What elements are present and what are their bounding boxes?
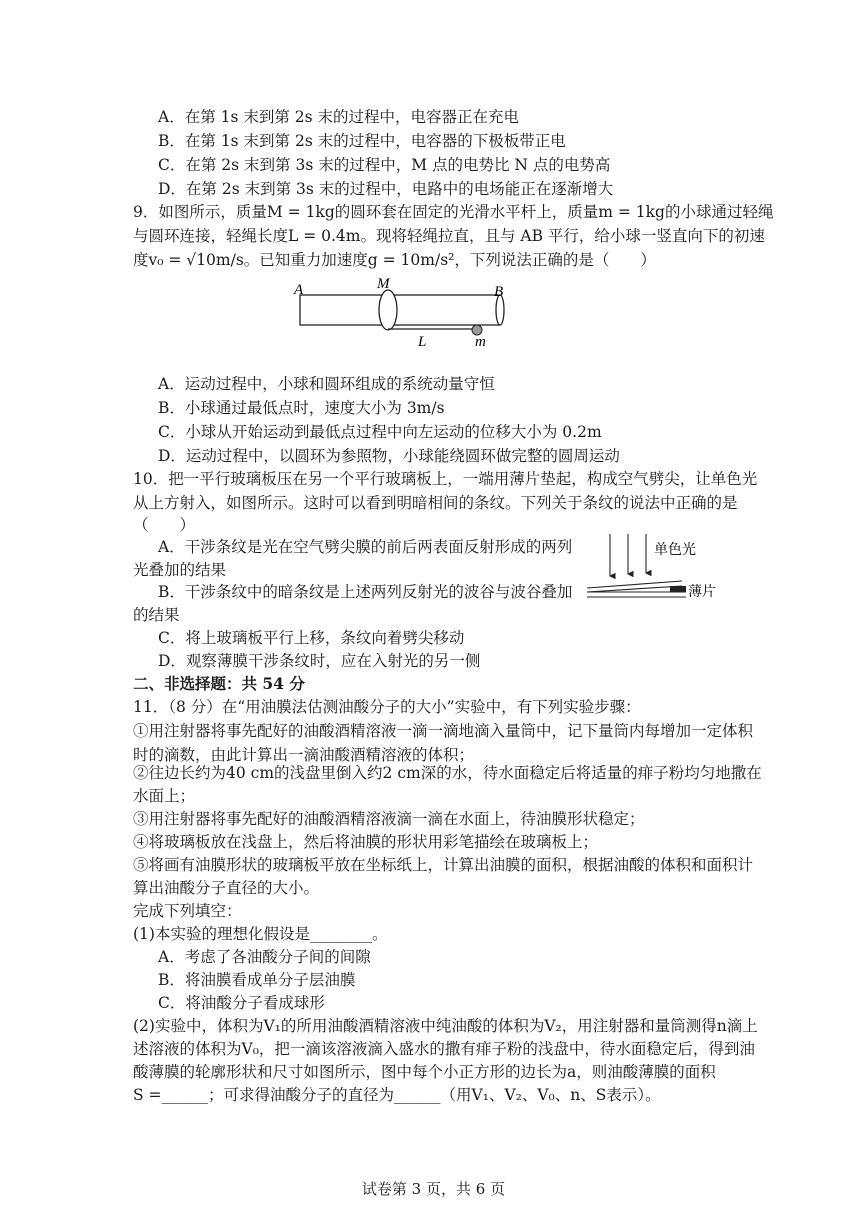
label-monochromatic-light: 单色光 [654,542,696,558]
q11-line: ①用注射器将事先配好的油酸酒精溶液一滴一滴地滴入量筒中，记下量筒内每增加一定体积 [133,722,754,740]
label-thin-sheet: 薄片 [688,584,716,600]
q8-option-b: B．在第 1s 末到第 2s 末的过程中，电容器的下极板带正电 [158,132,566,150]
q11-line: ②往边长约为40 cm的浅盘里倒入约2 cm深的水，待水面稳定后将适量的痱子粉均匀地撒在 [133,764,762,782]
q11-part2-line: 述溶液的体积为V₀，把一滴该溶液滴入盛水的撒有痱子粉的浅盘中，待水面稳定后，得到油 [133,1040,755,1058]
q10-air-wedge-figure [582,530,732,610]
page-footer: 试卷第 3 页，共 6 页 [361,1180,506,1198]
q8-option-a: A．在第 1s 末到第 2s 末的过程中，电容器正在充电 [158,108,520,126]
q11-line: 时的滴数，由此计算出一滴油酸酒精溶液的体积； [133,746,475,764]
q11-line: 完成下列填空： [133,902,242,920]
q11-part2-line: 酸薄膜的轮廓形状和尺寸如图所示，图中每个小正方形的边长为a，则油酸薄膜的面积 [133,1063,716,1081]
q8-option-c: C．在第 2s 末到第 3s 末的过程中，M 点的电势比 N 点的电势高 [158,156,611,174]
q9-option-d: D．运动过程中，以圆环为参照物，小球能绕圆环做完整的圆周运动 [158,447,620,465]
label-b: B [494,284,504,300]
q11-line: (1)本实验的理想化假设是________。 [133,925,388,943]
q10-stem-line: （ ） [133,516,196,534]
q11-line: 水面上； [133,787,196,805]
q11-line: ⑤将画有油膜形状的玻璃板平放在坐标纸上，计算出油膜的面积，根据油酸的体积和面积计 [133,856,754,874]
section-title: 二、非选择题：共 54 分 [133,674,305,693]
q10-option-c: C．将上玻璃板平行上移，条纹向着劈尖移动 [158,629,465,647]
q9-option-a: A．运动过程中，小球和圆环组成的系统动量守恒 [158,375,495,393]
label-m-ball: m [475,334,486,350]
label-a: A [294,282,304,298]
q9-stem-line: 9．如图所示，质量M = 1kg的圆环套在固定的光滑水平杆上，质量m = 1kg的小球通过轻绳 [133,203,774,221]
q10-option-d: D．观察薄膜干涉条纹时，应在入射光的另一侧 [158,652,481,670]
q11-line: ③用注射器将事先配好的油酸酒精溶液滴一滴在水面上，待油膜形状稳定； [133,810,645,828]
q9-option-c: C．小球从开始运动到最低点过程中向左运动的位移大小为 0.2m [158,423,602,441]
label-l: L [418,334,427,350]
q11-line: 11．（8 分）在“用油膜法估测油酸分子的大小”实验中，有下列实验步骤： [133,698,641,716]
q9-stem-line: 度v₀ = √10m/s。已知重力加速度g = 10m/s²，下列说法正确的是（ ） [133,251,656,269]
q10-stem-line: 10．把一平行玻璃板压在另一个平行玻璃板上，一端用薄片垫起，构成空气劈尖，让单色光 [133,470,758,488]
rod [300,295,500,325]
q11-line: 算出油酸分子直径的大小。 [133,879,320,897]
q9-option-b: B．小球通过最低点时，速度大小为 3m/s [158,399,445,417]
q11-part2-line: S =______；可求得油酸分子的直径为______（用V₁、V₂、V₀、n、S表示）。 [133,1086,661,1104]
q11-line: ④将玻璃板放在浅盘上，然后将油膜的形状用彩笔描绘在玻璃板上； [133,833,599,851]
q10-option-b: B．干涉条纹中的暗条纹是上述两列反射光的波谷与波谷叠加 [158,583,573,601]
q9-stem-line: 与圆环连接，轻绳长度L = 0.4m。现将轻绳拉直，且与 AB 平行，给小球一竖直向下的初速 [133,227,765,245]
q11-option-b: B．将油膜看成单分子层油膜 [158,971,356,989]
q11-part2-line: (2)实验中，体积为V₁的所用油酸酒精溶液中纯油酸的体积为V₂，用注射器和量筒测得n滴上 [133,1017,758,1035]
thin-sheet [670,586,686,592]
label-m-ring: M [377,276,390,292]
q11-option-c: C．将油酸分子看成球形 [158,994,325,1012]
q9-rod-ring-figure [285,272,515,352]
ring-m [379,290,397,330]
q10-stem-line: 从上方射入，如图所示。这时可以看到明暗相间的条纹。下列关于条纹的说法中正确的是 [133,494,738,512]
q11-option-a: A．考虑了各油酸分子间的间隙 [158,948,371,966]
q10-option-b-cont: 的结果 [133,606,180,624]
q10-option-a: A．干涉条纹是光在空气劈尖膜的前后两表面反射形成的两列 [158,538,573,556]
q8-option-d: D．在第 2s 末到第 3s 末的过程中，电路中的电场能正在逐渐增大 [158,180,614,198]
q10-option-a-cont: 光叠加的结果 [133,561,227,579]
